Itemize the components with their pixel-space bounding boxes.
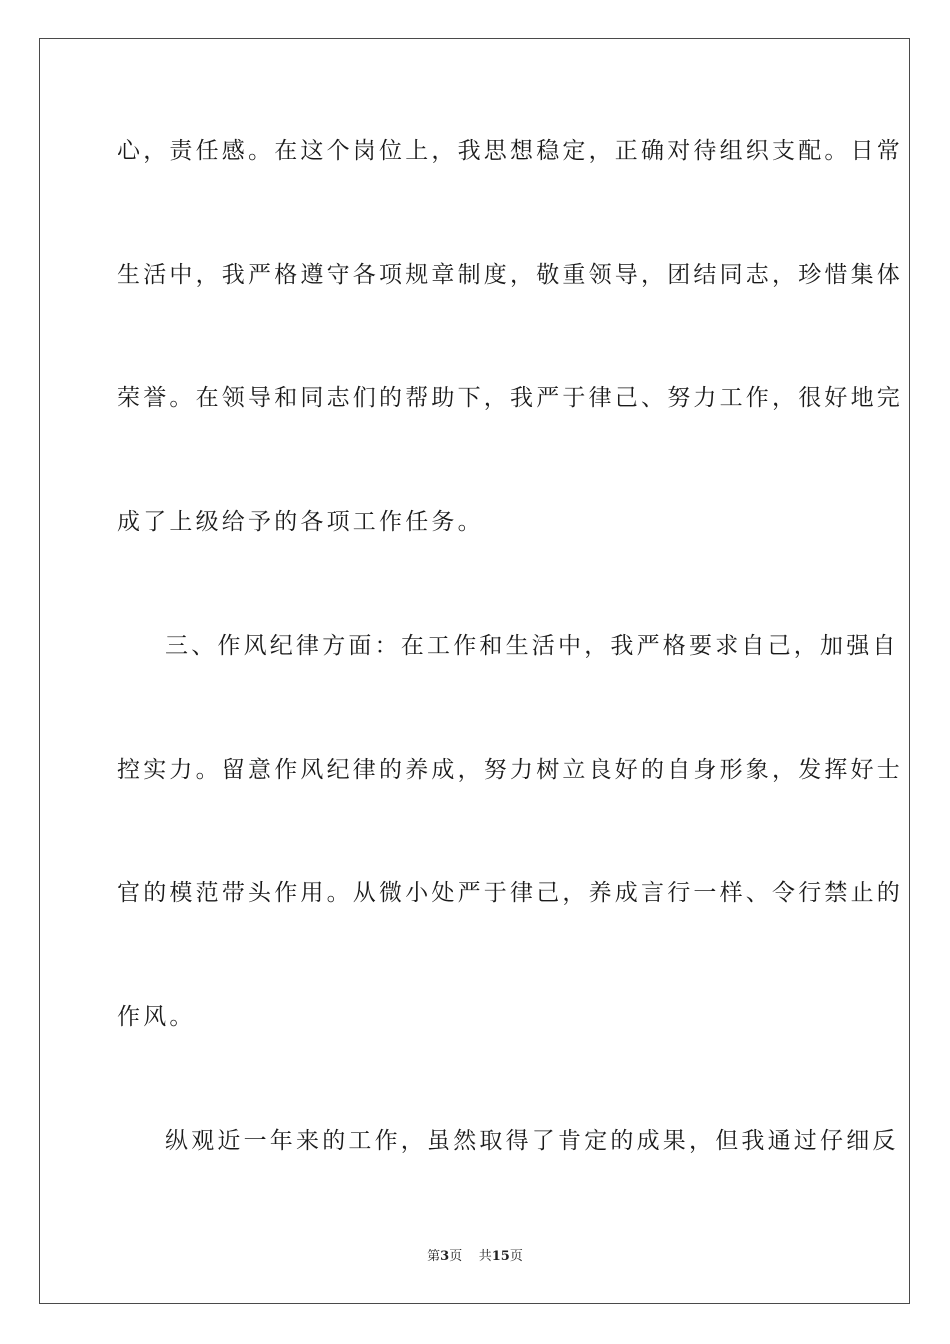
paragraph-start-review: 纵观近一年来的工作，虽然取得了肯定的成果，但我通过仔细反 (165, 1128, 899, 1154)
text-line-2: 生活中，我严格遵守各项规章制度，敬重领导，团结同志，珍惜集体 (117, 262, 903, 288)
page-prefix: 第 (427, 1249, 441, 1264)
text-line-8: 作风。 (117, 1004, 196, 1030)
total-prefix: 共 (478, 1249, 492, 1264)
page-frame (39, 38, 910, 1304)
text-line-7: 官的模范带头作用。从微小处严于律己，养成言行一样、令行禁止的 (117, 880, 903, 906)
total-pages: 15 (491, 1249, 510, 1264)
text-line-6: 控实力。留意作风纪律的养成，努力树立良好的自身形象，发挥好士 (117, 757, 903, 783)
text-line-4: 成了上级给予的各项工作任务。 (117, 509, 484, 535)
page-footer (0, 1245, 950, 1264)
page-suffix: 页 (449, 1249, 463, 1264)
page-number: 3 (440, 1249, 450, 1264)
paragraph-start-discipline: 三、作风纪律方面：在工作和生活中，我严格要求自己，加强自 (165, 633, 899, 659)
text-line-3: 荣誉。在领导和同志们的帮助下，我严于律己、努力工作，很好地完 (117, 385, 903, 411)
text-line-1: 心，责任感。在这个岗位上，我思想稳定，正确对待组织支配。日常 (117, 138, 903, 164)
total-suffix: 页 (509, 1249, 523, 1264)
